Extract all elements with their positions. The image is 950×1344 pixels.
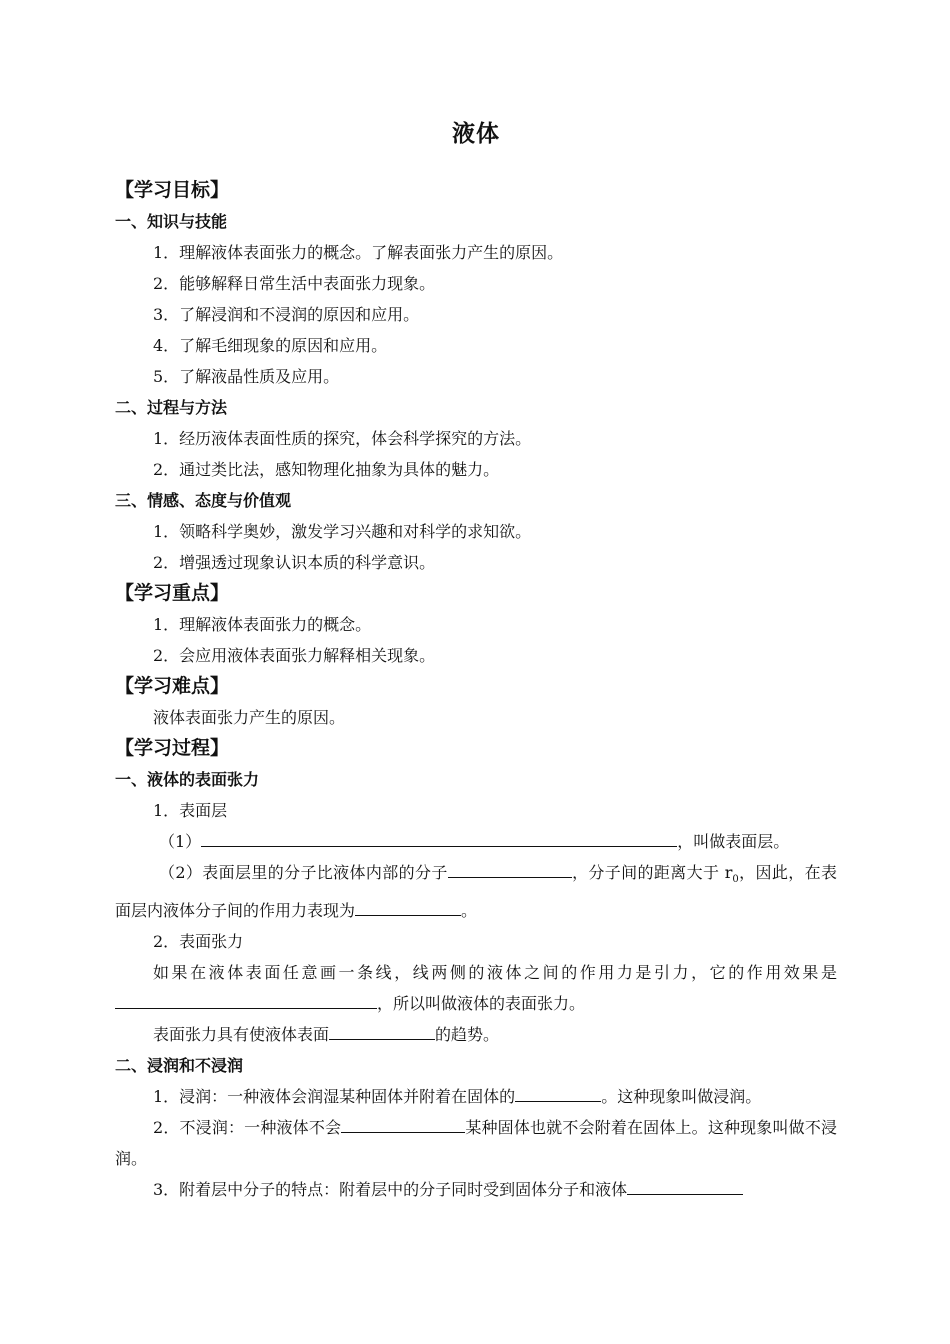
list-item: 1．领略科学奥妙，激发学习兴趣和对科学的求知欲。 <box>153 522 532 541</box>
answer-blank[interactable] <box>355 897 461 916</box>
text: ，叫做表面层。 <box>677 832 790 851</box>
subheading-knowledge: 一、知识与技能 <box>115 212 228 231</box>
document-page <box>115 115 837 1205</box>
fill-in-line: 表面张力具有使液体表面 的趋势。 <box>115 1019 837 1050</box>
text: （1） <box>159 832 202 851</box>
list-item: 1．理解液体表面张力的概念。了解表面张力产生的原因。 <box>153 243 564 262</box>
subheading-surface-tension: 一、液体的表面张力 <box>115 770 260 789</box>
answer-blank[interactable] <box>329 1021 435 1040</box>
fill-in-paragraph: 1．浸润：一种液体会润湿某种固体并附着在固体的 。这种现象叫做浸润。 <box>115 1081 837 1112</box>
fill-in-paragraph: 如果在液体表面任意画一条线，线两侧的液体之间的作用力是引力，它的作用效果是，所以叫做液体的表面张力。 <box>115 957 837 1019</box>
subheading-process: 二、过程与方法 <box>115 398 228 417</box>
list-item: 2．会应用液体表面张力解释相关现象。 <box>153 646 436 665</box>
subheading-attitude: 三、情感、态度与价值观 <box>115 491 292 510</box>
answer-blank[interactable] <box>341 1114 465 1133</box>
list-item: 2．通过类比法，感知物理化抽象为具体的魅力。 <box>153 460 500 479</box>
fill-in-paragraph: （2）表面层里的分子比液体内部的分子 ，分子间的距离大于 $r_0$，因此，在表面层内液体分子间的作用力表现为 。 <box>115 857 837 926</box>
item-heading: 2．表面张力 <box>153 932 244 952</box>
list-item: 3．了解浸润和不浸润的原因和应用。 <box>153 305 420 324</box>
answer-blank[interactable] <box>515 1083 601 1102</box>
answer-blank[interactable] <box>201 828 677 847</box>
item-heading: 1．表面层 <box>153 801 228 820</box>
fill-in-line <box>115 826 837 857</box>
section-heading-key-points: 【学习重点】 <box>115 582 230 604</box>
list-item: 1．经历液体表面性质的探究，体会科学探究的方法。 <box>153 429 532 448</box>
list-item: 1．理解液体表面张力的概念。 <box>153 615 372 634</box>
answer-blank[interactable] <box>115 990 377 1009</box>
section-heading-difficulties: 【学习难点】 <box>115 675 230 697</box>
answer-blank[interactable] <box>627 1176 743 1195</box>
paragraph: 液体表面张力产生的原因。 <box>153 708 346 727</box>
list-item: 2．增强透过现象认识本质的科学意识。 <box>153 553 436 572</box>
subheading-wetting: 二、浸润和不浸润 <box>115 1056 244 1076</box>
fill-in-paragraph: 2．不浸润：一种液体不会 某种固体也就不会附着在固体上。这种现象叫做不浸润。 <box>115 1112 837 1174</box>
list-item: 2．能够解释日常生活中表面张力现象。 <box>153 274 436 293</box>
section-heading-process: 【学习过程】 <box>115 737 230 759</box>
section-heading-goals: 【学习目标】 <box>115 179 230 201</box>
list-item: 4．了解毛细现象的原因和应用。 <box>153 336 388 355</box>
list-item: 5．了解液晶性质及应用。 <box>153 367 340 386</box>
page-title: 液体 <box>452 121 500 147</box>
fill-in-line: 3．附着层中分子的特点：附着层中的分子同时受到固体分子和液体 <box>115 1174 837 1205</box>
answer-blank[interactable] <box>448 859 572 878</box>
